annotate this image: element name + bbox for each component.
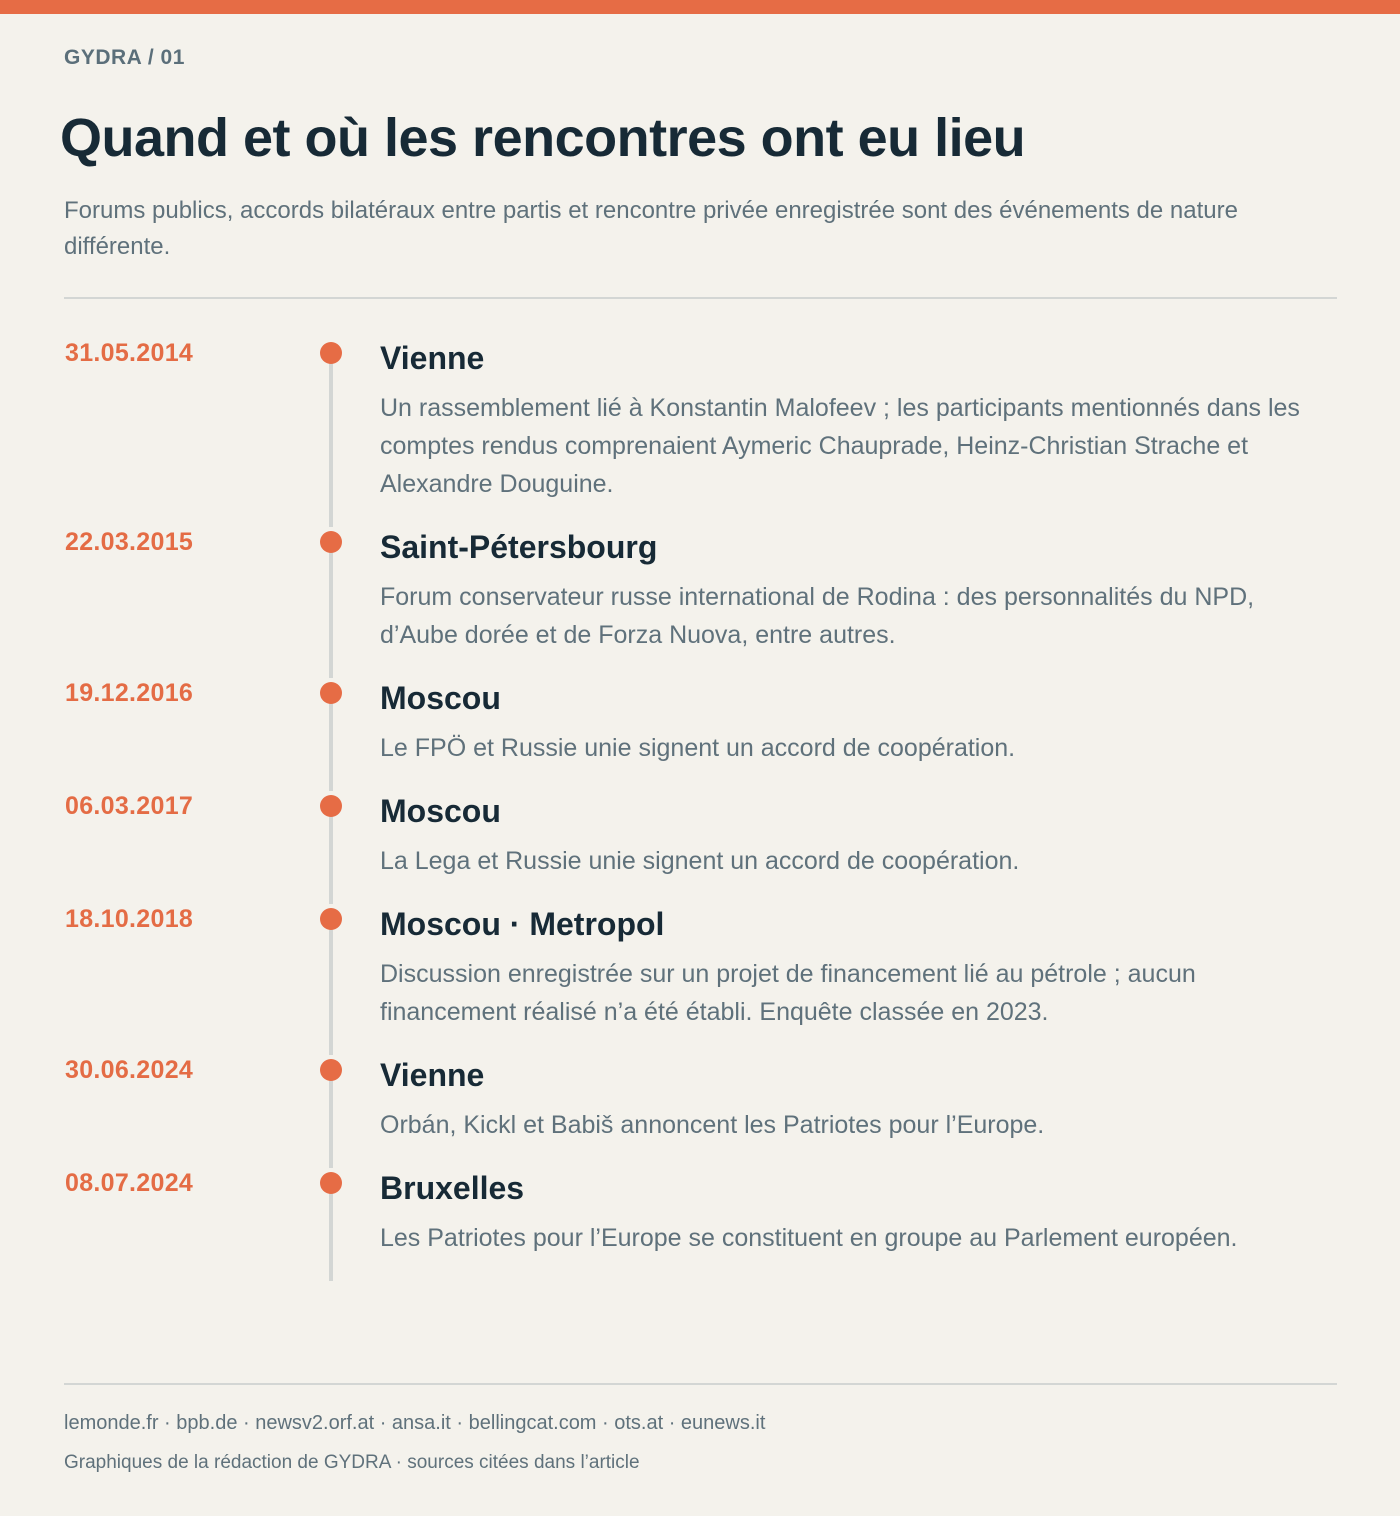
timeline-event xyxy=(64,527,1337,678)
timeline-dot xyxy=(320,682,342,704)
timeline xyxy=(64,338,1337,1281)
event-date: 08.07.2024 xyxy=(65,1169,194,1197)
timeline-line xyxy=(329,918,333,1055)
timeline-line xyxy=(329,352,333,527)
timeline-line xyxy=(329,1069,333,1168)
top-divider xyxy=(64,297,1337,299)
event-date: 31.05.2014 xyxy=(65,339,194,367)
timeline-event xyxy=(64,1055,1337,1168)
timeline-event xyxy=(64,904,1337,1055)
event-description: Le FPÖ et Russie unie signent un accord de coopération. xyxy=(380,734,1016,762)
timeline-event xyxy=(64,338,1337,527)
timeline-dot xyxy=(320,1172,342,1194)
event-content xyxy=(380,678,1337,791)
event-place: Saint-Pétersbourg xyxy=(380,529,658,565)
event-description: Les Patriotes pour l’Europe se constituent en groupe au Parlement européen. xyxy=(380,1224,1238,1252)
event-date: 06.03.2017 xyxy=(65,792,194,820)
event-content xyxy=(380,904,1337,1055)
top-accent-bar xyxy=(0,0,1400,14)
page-subtitle: Forums publics, accords bilatéraux entre partis et rencontre privée enregistrée sont des événements de nature différente. xyxy=(64,197,1238,260)
event-content xyxy=(380,1055,1337,1168)
event-content xyxy=(380,1168,1337,1281)
timeline-event xyxy=(64,678,1337,791)
event-content xyxy=(380,791,1337,904)
event-date: 30.06.2024 xyxy=(65,1056,194,1084)
timeline-line xyxy=(329,1182,333,1281)
event-place: Bruxelles xyxy=(380,1170,525,1206)
credit-line: Graphiques de la rédaction de GYDRA · sources citées dans l’article xyxy=(64,1452,640,1473)
kicker: GYDRA / 01 xyxy=(64,46,185,69)
event-description: Orbán, Kickl et Babiš annoncent les Patriotes pour l’Europe. xyxy=(380,1111,1045,1139)
event-description: Discussion enregistrée sur un projet de financement lié au pétrole ; aucun financement réalisé n’a été établi. Enquête classée en 2023. xyxy=(380,960,1196,1026)
event-content xyxy=(380,527,1337,678)
event-place: Moscou xyxy=(380,680,501,716)
event-content xyxy=(380,338,1337,527)
timeline-line xyxy=(329,541,333,678)
timeline-dot xyxy=(320,531,342,553)
event-place: Moscou · Metropol xyxy=(380,906,665,942)
timeline-dot xyxy=(320,908,342,930)
sources-list: lemonde.fr · bpb.de · newsv2.orf.at · ansa.it · bellingcat.com · ots.at · eunews.it xyxy=(64,1412,766,1434)
timeline-dot xyxy=(320,795,342,817)
timeline-dot xyxy=(320,342,342,364)
timeline-event xyxy=(64,1168,1337,1281)
event-date: 19.12.2016 xyxy=(65,679,194,707)
event-date: 22.03.2015 xyxy=(65,528,194,556)
event-place: Vienne xyxy=(380,1057,485,1093)
timeline-event xyxy=(64,791,1337,904)
event-description: La Lega et Russie unie signent un accord de coopération. xyxy=(380,847,1020,875)
timeline-dot xyxy=(320,1059,342,1081)
event-place: Moscou xyxy=(380,793,501,829)
page-title: Quand et où les rencontres ont eu lieu xyxy=(60,108,1026,168)
event-description: Un rassemblement lié à Konstantin Malofeev ; les participants mentionnés dans les comptes rendus comprenaient Aymeric Chauprade, Heinz-Christian Strache et Alexandre Douguine. xyxy=(380,394,1300,498)
event-date: 18.10.2018 xyxy=(65,905,194,933)
bottom-divider xyxy=(64,1383,1337,1385)
timeline-line xyxy=(329,692,333,791)
timeline-line xyxy=(329,805,333,904)
event-description: Forum conservateur russe international de Rodina : des personnalités du NPD, d’Aube dorée et de Forza Nuova, entre autres. xyxy=(380,583,1255,649)
event-place: Vienne xyxy=(380,340,485,376)
